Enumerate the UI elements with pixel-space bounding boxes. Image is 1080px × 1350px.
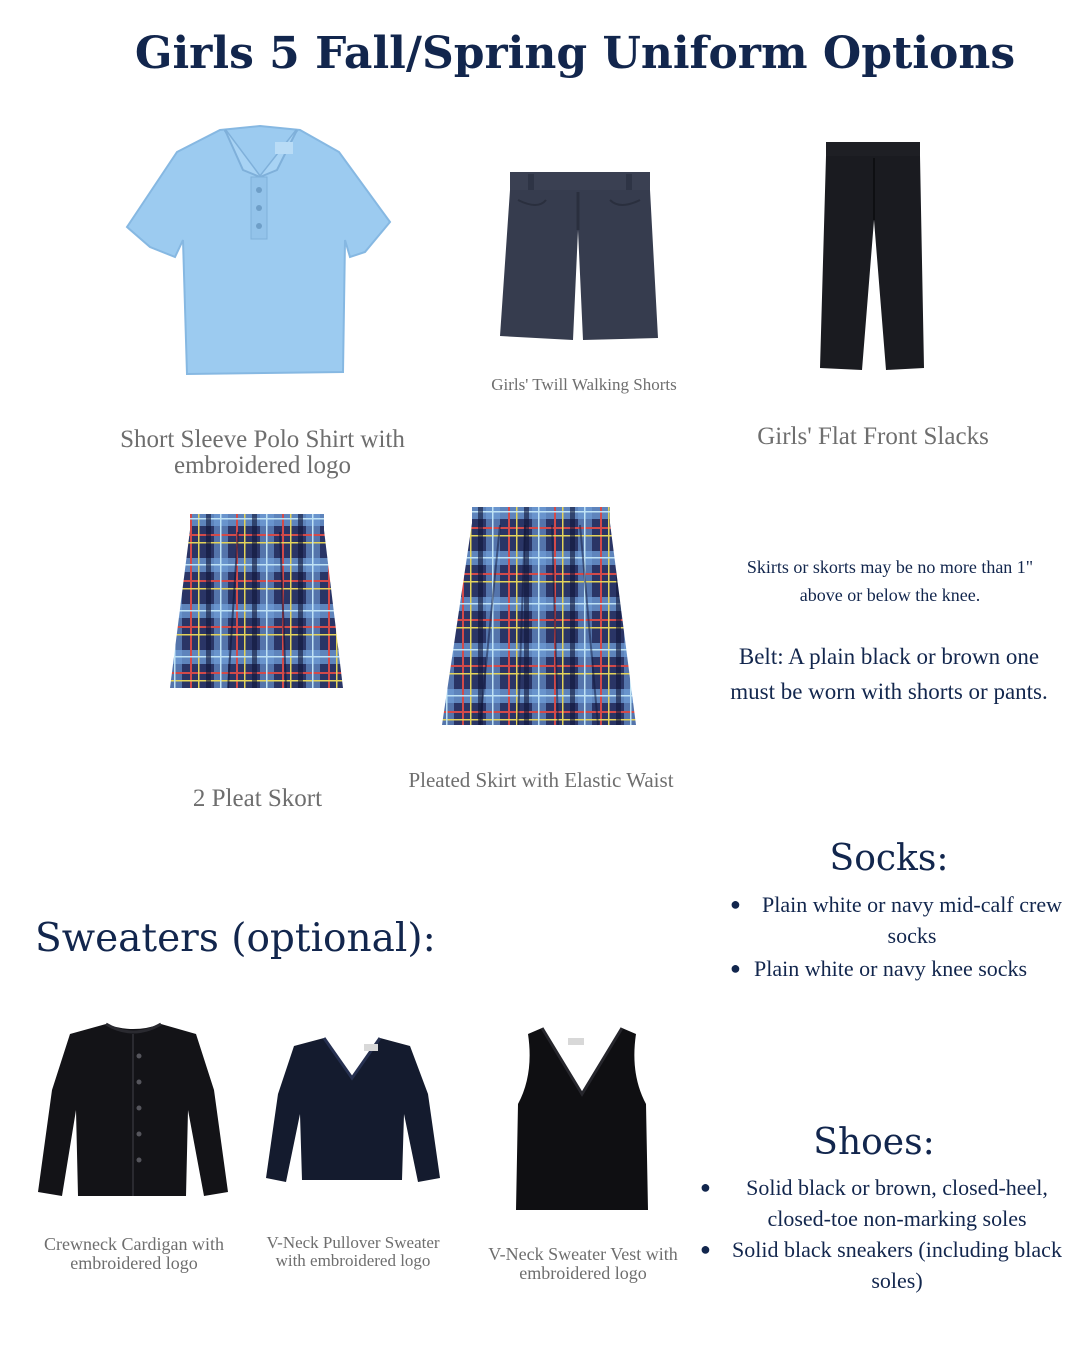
skort-image (168, 512, 346, 692)
socks-heading: Socks: (829, 838, 949, 879)
shoes-heading: Shoes: (813, 1122, 935, 1163)
page-title: Girls 5 Fall/Spring Uniform Options (134, 28, 1016, 79)
polo-shirt-image (125, 122, 393, 377)
pullover-caption: V-Neck Pullover Sweater with embroidered logo (266, 1233, 440, 1270)
socks-item: ● Plain white or navy knee socks (730, 956, 1028, 981)
shoes-item: ● Solid black or brown, closed-heel, closed-toe non-marking soles (700, 1175, 1048, 1231)
vest-caption: V-Neck Sweater Vest with embroidered logo (488, 1244, 678, 1283)
skirt-length-note: Skirts or skorts may be no more than 1" above or below the knee. (746, 557, 1034, 605)
skirt-caption: Pleated Skirt with Elastic Waist (408, 768, 674, 792)
cardigan-caption: Crewneck Cardigan with embroidered logo (44, 1234, 224, 1273)
cardigan-image (36, 1020, 231, 1202)
vest-image (512, 1024, 652, 1214)
shoes-item: ● Solid black sneakers (including black soles) (700, 1237, 1062, 1293)
socks-item: ● Plain white or navy mid-calf crew socks (730, 892, 1062, 948)
slacks-caption: Girls' Flat Front Slacks (757, 423, 989, 450)
sweaters-heading: Sweaters (optional): (35, 916, 436, 961)
socks-list (730, 889, 1070, 984)
skort-caption: 2 Pleat Skort (192, 785, 323, 812)
shorts-caption: Girls' Twill Walking Shorts (491, 375, 677, 394)
belt-note: Belt: A plain black or brown one must be worn with shorts or pants. (730, 644, 1048, 704)
slacks-image (818, 140, 928, 372)
polo-caption: Short Sleeve Polo Shirt with embroidered logo (120, 426, 405, 480)
pullover-image (264, 1034, 442, 1184)
skirt-image (440, 505, 640, 727)
shoes-list (700, 1172, 1072, 1296)
shorts-image (498, 170, 663, 342)
